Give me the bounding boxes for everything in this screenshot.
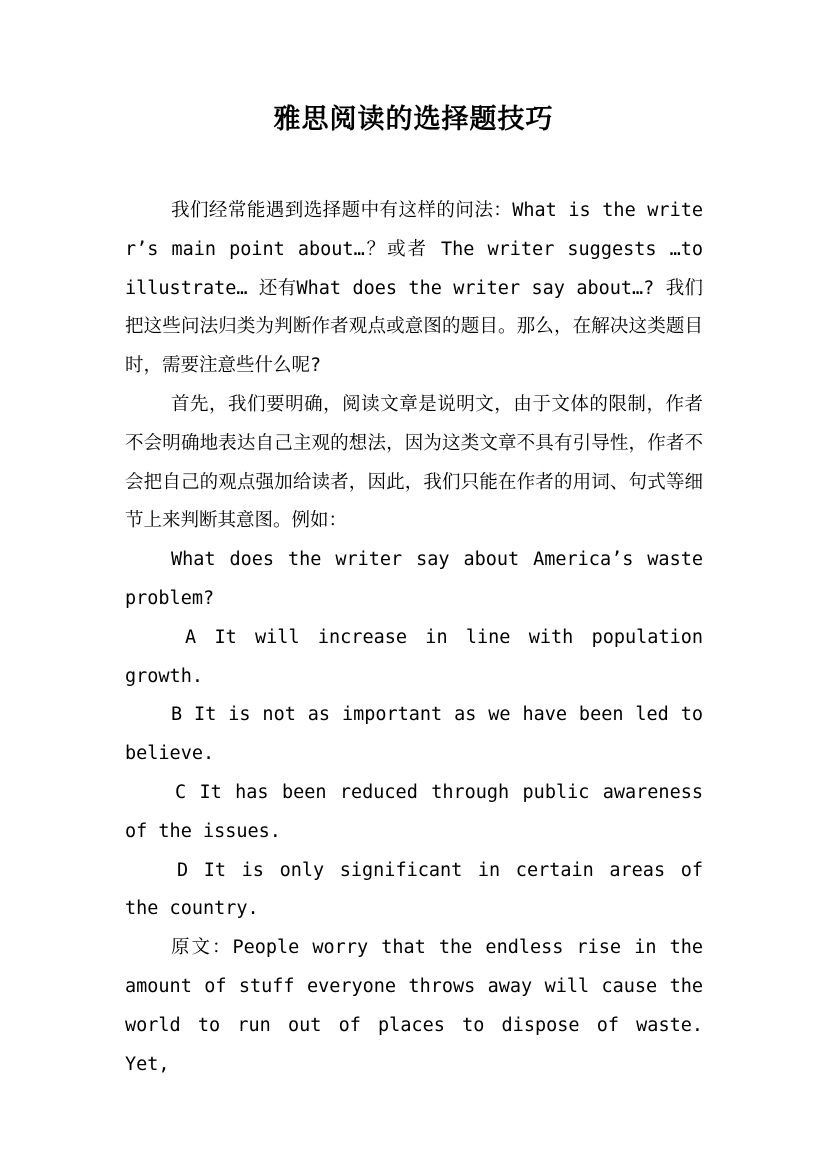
- document-body: [125, 192, 703, 1084]
- option-a: A It will increase in line with population growth.: [125, 626, 703, 687]
- question-text: What does the writer say about America’s waste problem?: [125, 549, 703, 609]
- paragraph-intro: 我们经常能遇到选择题中有这样的问法：What is the writer’s main point about…？或者 The writer suggests …to illustrate… 还有What does the writer say about…? 我们把这些问法归类为判断作者观点或意图的题目。那么，在解决这类题目时，需要注意些什么呢?: [125, 200, 703, 377]
- paragraph-first: 首先，我们要明确，阅读文章是说明文，由于文体的限制，作者不会明确地表达自己主观的想法，因为这类文章不具有引导性，作者不会把自己的观点强加给读者，因此，我们只能在作者的用词、句式等细节上来判断其意图。例如：: [125, 393, 703, 532]
- option-d: D It is only significant in certain areas of the country.: [125, 859, 703, 920]
- document-title: 雅思阅读的选择题技巧: [273, 104, 554, 135]
- option-b: B It is not as important as we have been led to believe.: [125, 704, 703, 765]
- option-c: C It has been reduced through public awareness of the issues.: [125, 781, 703, 842]
- source-text-paragraph: 原文：People worry that the endless rise in the amount of stuff everyone throws away will cause the world to run out of places to dispose of waste. Yet,: [125, 937, 703, 1075]
